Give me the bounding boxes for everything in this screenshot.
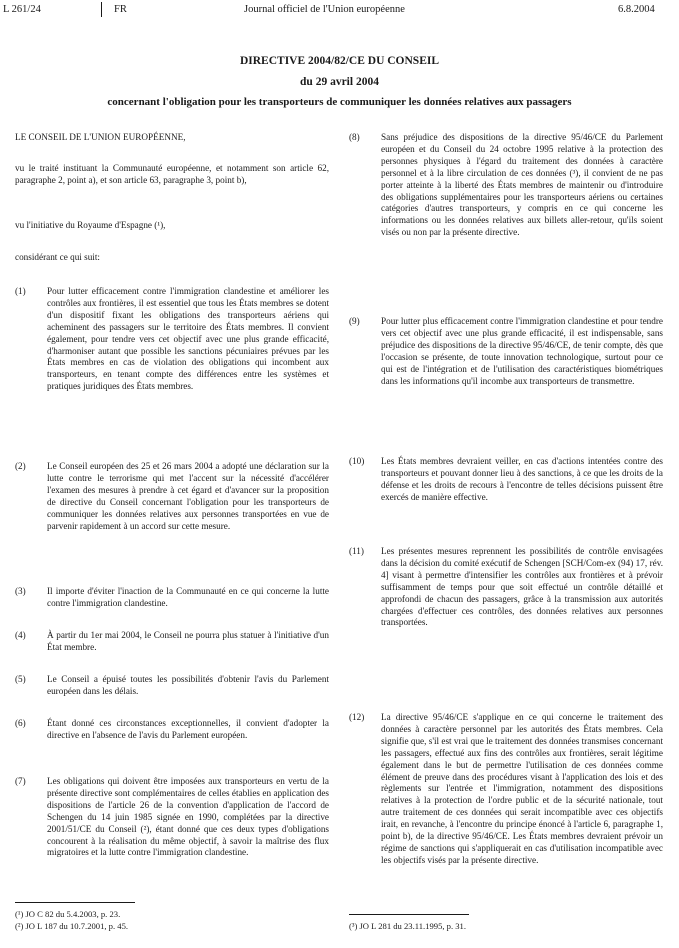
recital-text: Sans préjudice des dispositions de la directive 95/46/CE du Parlement européen et du Conseil du 24 octobre 1995 relative à la protection des personnes physiques à l'égard du traitement des données à caractère personnel et à la libre circulation de ces données (³), il convient de ne pas porter atteinte à la liberté des États membres de maintenir ou d'introduire des obligations supplémentaires pour les transporteurs aériens ou certaines catégories d'autres transporteurs, y compris en ce qui concerne les informations ou les données relatives aux billets aller-retour, qu'ils soient visés ou non par la présente directive. bbox=[381, 132, 663, 238]
language-code: FR bbox=[114, 4, 127, 15]
footnote: (²) JO L 187 du 10.7.2001, p. 45. bbox=[15, 921, 129, 931]
citation-treaty: vu le traité instituant la Communauté européenne, et notamment son article 62, paragraphe 2, point a), et son article 63, paragraphe 3, point b), bbox=[15, 163, 329, 185]
footnote: (¹) JO C 82 du 5.4.2003, p. 23. bbox=[15, 909, 121, 919]
recital-number: (6) bbox=[15, 718, 26, 728]
recital-12 bbox=[349, 712, 663, 867]
recital-8 bbox=[349, 132, 663, 239]
recital-number: (7) bbox=[15, 776, 26, 786]
recital-5 bbox=[15, 674, 329, 698]
recital-number: (2) bbox=[15, 461, 26, 471]
whereas-intro: considérant ce qui suit: bbox=[15, 252, 100, 262]
recital-text: La directive 95/46/CE s'applique en ce qui concerne le traitement des données à caractère personnel par les autorités des États membres. Cela signifie que, s'il est vrai que le traitement des données transmises concernant les passagers, effectué aux fins des contrôles aux frontières, serait légitime également dans le but de permettre l'utilisation de ces données comme élément de preuve dans des procédures visant à l'application des lois et des règlements sur l'entrée et l'immigration, notamment des dispositions relatives à la protection de l'ordre public et de la sécurité nationale, tout autre traitement de ces données qui serait incompatible avec ces objectifs irait, en revanche, à l'encontre du principe énoncé à l'article 6, paragraphe 1, point b), de la directive 95/46/CE. Les États membres devraient prévoir un régime de sanctions qui s'appliquerait en cas d'utilisation incompatible avec les objectifs visés par la présente directive. bbox=[381, 712, 663, 865]
publication-date: 6.8.2004 bbox=[618, 4, 655, 15]
recital-text: Pour lutter plus efficacement contre l'immigration clandestine et pour tendre vers cet objectif avec une plus grande efficacité, il est indispensable, sans préjudice des dispositions de la directive 95/46/CE, de tenir compte, dès que l'occasion se présente, de toute innovation technologique, surtout pour ce qui est de l'intégration et de l'utilisation des caractéristiques biométriques dans les informations qu'il incombe aux transporteurs de transmettre. bbox=[381, 316, 663, 386]
recital-text: Il importe d'éviter l'inaction de la Communauté en ce qui concerne la lutte contre l'immigration clandestine. bbox=[47, 586, 329, 608]
recital-10 bbox=[349, 456, 663, 504]
left-column bbox=[15, 128, 329, 858]
recital-text: Le Conseil européen des 25 et 26 mars 2004 a adopté une déclaration sur la lutte contre le terrorisme qui met l'accent sur la nécessité d'accélérer l'examen des mesures à prendre à cet égard et d'avancer sur la proposition de directive du Conseil concernant l'obligation pour les transporteurs de communiquer les données relatives aux personnes transportées en vue de parvenir rapidement à un accord sur cette mesure. bbox=[47, 461, 329, 531]
recital-number: (10) bbox=[349, 456, 365, 466]
right-column bbox=[349, 128, 663, 898]
recital-1 bbox=[15, 286, 329, 393]
directive-title: DIRECTIVE 2004/82/CE DU CONSEIL bbox=[239, 55, 440, 67]
council-heading: LE CONSEIL DE L'UNION EUROPÉENNE, bbox=[15, 132, 186, 142]
recital-text: Les obligations qui doivent être imposées aux transporteurs en vertu de la présente directive sont complémentaires de celles établies en application des dispositions de l'article 26 de la convention d'application de l'accord de Schengen du 14 juin 1985 signée en 1990, complétées par la directive 2001/51/CE du Conseil (²), étant donné que ces deux types d'obligations concourent à la réalisation du même objectif, à savoir la maîtrise des flux migratoires et la lutte contre l'immigration clandestine. bbox=[47, 776, 329, 858]
header-divider bbox=[101, 2, 102, 17]
recital-3 bbox=[15, 586, 329, 610]
recital-number: (8) bbox=[349, 132, 360, 142]
citation-initiative: vu l'initiative du Royaume d'Espagne (¹), bbox=[15, 220, 166, 230]
footnote-divider bbox=[349, 914, 469, 915]
recital-text: Le Conseil a épuisé toutes les possibilités d'obtenir l'avis du Parlement européen dans les délais. bbox=[47, 674, 329, 696]
recital-number: (3) bbox=[15, 586, 26, 596]
recital-text: Étant donné ces circonstances exceptionnelles, il convient d'adopter la directive en l'absence de l'avis du Parlement européen. bbox=[47, 718, 329, 740]
recital-number: (11) bbox=[349, 546, 364, 556]
recital-2 bbox=[15, 461, 329, 532]
recital-number: (1) bbox=[15, 286, 26, 296]
recital-4 bbox=[15, 630, 329, 654]
recital-7 bbox=[15, 776, 329, 859]
footnote-divider bbox=[15, 902, 135, 903]
recital-number: (12) bbox=[349, 712, 365, 722]
recital-text: Les présentes mesures reprennent les possibilités de contrôle envisagées dans la décision du comité exécutif de Schengen [SCH/Com-ex (94) 17, rév. 4] visant à permettre d'intensifier les contrôles aux frontières et à prévoir suffisamment de temps pour que soit effectué un contrôle détaillé et approfondi de chacun des passagers, grâce à la transmission aux autorités chargées d'effectuer ces contrôles, des données relatives aux personnes transportées. bbox=[381, 546, 663, 628]
recital-text: Les États membres devraient veiller, en cas d'actions intentées contre des transporteurs et pouvant donner lieu à des sanctions, à ce que les droits de la défense et les droits de recours à l'encontre de telles décisions puissent être exercés de manière effective. bbox=[381, 456, 663, 502]
recital-number: (9) bbox=[349, 316, 360, 326]
recital-9 bbox=[349, 316, 663, 387]
recital-text: À partir du 1er mai 2004, le Conseil ne pourra plus statuer à l'initiative d'un État membre. bbox=[47, 630, 329, 652]
footnote: (³) JO L 281 du 23.11.1995, p. 31. bbox=[349, 921, 466, 931]
recital-6 bbox=[15, 718, 329, 742]
journal-name: Journal officiel de l'Union européenne bbox=[244, 4, 405, 15]
page-number: L 261/24 bbox=[3, 4, 41, 15]
recital-number: (5) bbox=[15, 674, 26, 684]
recital-text: Pour lutter efficacement contre l'immigration clandestine et améliorer les contrôles aux frontières, il est essentiel que tous les États membres se dotent d'un dispositif fixant les obligations des transporteurs aériens qui acheminent des passagers sur le territoire des États membres. Il convient également, pour tendre vers cet objectif avec une plus grande efficacité, d'harmoniser autant que possible les sanctions pécuniaires prévues par les États membres en cas de violation des obligations qui incombent aux transporteurs, en tenant compte des différences entre les systèmes et pratiques juridiques des États membres. bbox=[47, 286, 329, 392]
recital-number: (4) bbox=[15, 630, 26, 640]
directive-subject: concernant l'obligation pour les transporteurs de communiquer les données relatives aux passagers bbox=[107, 96, 572, 108]
directive-date: du 29 avril 2004 bbox=[300, 76, 379, 88]
recital-11 bbox=[349, 546, 663, 629]
